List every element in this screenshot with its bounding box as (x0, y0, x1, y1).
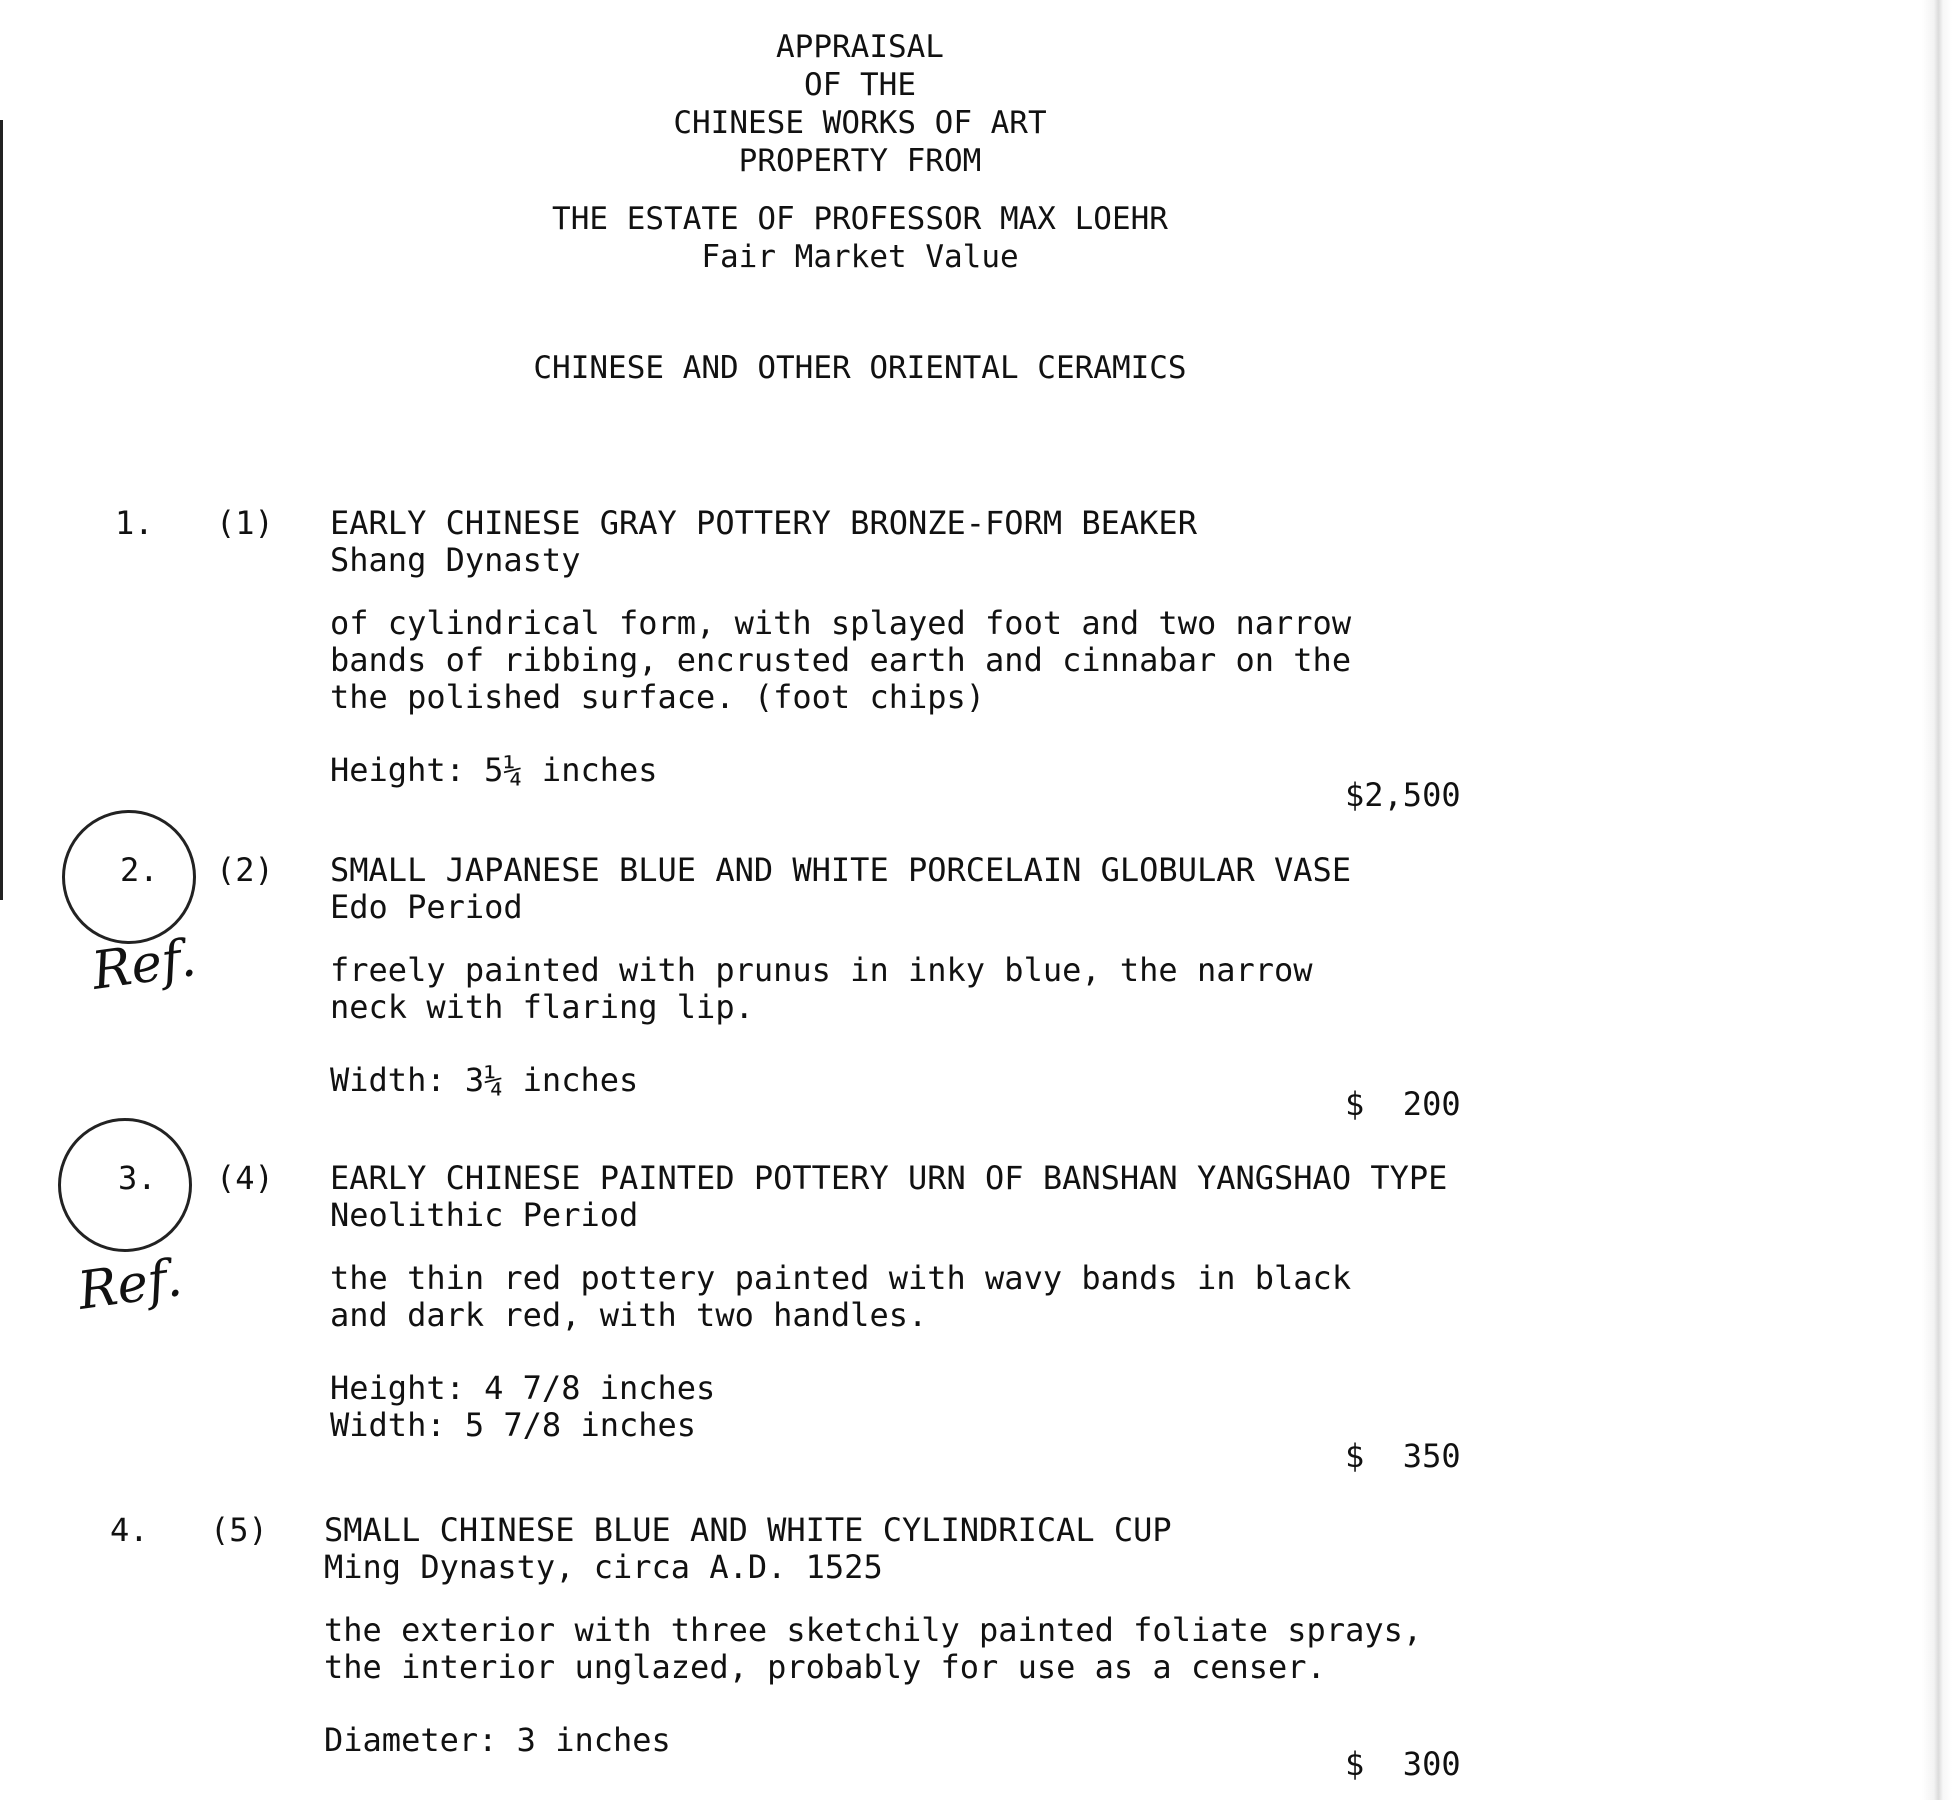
dimension-line: Width: 5 7/8 inches (330, 1406, 697, 1444)
item-price: $ 300 (1345, 1745, 1461, 1783)
lot-number: (4) (216, 1159, 274, 1197)
dimension-line: Width: 3¼ inches (330, 1061, 639, 1099)
header-line-5: THE ESTATE OF PROFESSOR MAX LOEHR (552, 201, 1168, 237)
dimension-line: Diameter: 3 inches (324, 1721, 671, 1759)
document-header (0, 28, 1720, 180)
item-description (330, 605, 1351, 716)
description-line: the interior unglazed, probably for use as a censer. (324, 1648, 1326, 1686)
description-line: bands of ribbing, encrusted earth and cinnabar on the (330, 641, 1352, 679)
item-number: 2. (120, 851, 159, 889)
item-description (330, 952, 1351, 1026)
header-line-6: Fair Market Value (701, 239, 1019, 275)
lot-number: (2) (216, 851, 274, 889)
description-line: the polished surface. (foot chips) (330, 678, 986, 716)
item-number: 4. (110, 1511, 149, 1549)
description-line: of cylindrical form, with splayed foot and two narrow (330, 604, 1352, 642)
item-period: Neolithic Period (330, 1196, 639, 1234)
item-dimensions (330, 752, 1351, 789)
handwritten-ref-note: Ref. (88, 928, 200, 1002)
estate-header (0, 200, 1720, 276)
item-dimensions (324, 1722, 1422, 1759)
item-price: $ 350 (1345, 1437, 1461, 1475)
item-price: $ 200 (1345, 1085, 1461, 1123)
header-line-1: APPRAISAL (776, 29, 944, 65)
dimension-line: Height: 4 7/8 inches (330, 1369, 716, 1407)
description-line: neck with flaring lip. (330, 988, 754, 1026)
description-line: and dark red, with two handles. (330, 1296, 928, 1334)
item-number: 1. (115, 504, 154, 542)
item-dimensions (330, 1370, 1447, 1444)
lot-number: (5) (210, 1511, 268, 1549)
item-body (330, 852, 1351, 1099)
item-price: $2,500 (1345, 776, 1461, 814)
item-title: SMALL CHINESE BLUE AND WHITE CYLINDRICAL CUP (324, 1511, 1172, 1549)
handwritten-ref-note: Ref. (74, 1248, 186, 1322)
description-line: the thin red pottery painted with wavy bands in black (330, 1259, 1352, 1297)
item-description (324, 1612, 1422, 1686)
item-period: Edo Period (330, 888, 523, 926)
description-line: the exterior with three sketchily painted foliate sprays, (324, 1611, 1423, 1649)
item-title: EARLY CHINESE PAINTED POTTERY URN OF BANSHAN YANGSHAO TYPE (330, 1159, 1448, 1197)
scan-right-edge (1922, 0, 1952, 1800)
item-period: Shang Dynasty (330, 541, 581, 579)
item-title: EARLY CHINESE GRAY POTTERY BRONZE-FORM BEAKER (330, 504, 1197, 542)
description-line: freely painted with prunus in inky blue, the narrow (330, 951, 1313, 989)
section-title: CHINESE AND OTHER ORIENTAL CERAMICS (533, 350, 1187, 386)
lot-number: (1) (216, 504, 274, 542)
dimension-line: Height: 5¼ inches (330, 751, 658, 789)
item-period: Ming Dynasty, circa A.D. 1525 (324, 1548, 883, 1586)
item-title: SMALL JAPANESE BLUE AND WHITE PORCELAIN GLOBULAR VASE (330, 851, 1352, 889)
item-body (324, 1512, 1422, 1759)
item-description (330, 1260, 1447, 1334)
header-line-2: OF THE (804, 67, 916, 103)
header-line-3: CHINESE WORKS OF ART (673, 105, 1047, 141)
item-body (330, 1160, 1447, 1444)
header-line-4: PROPERTY FROM (738, 143, 982, 179)
item-body (330, 505, 1351, 789)
item-dimensions (330, 1062, 1351, 1099)
item-number: 3. (118, 1159, 157, 1197)
